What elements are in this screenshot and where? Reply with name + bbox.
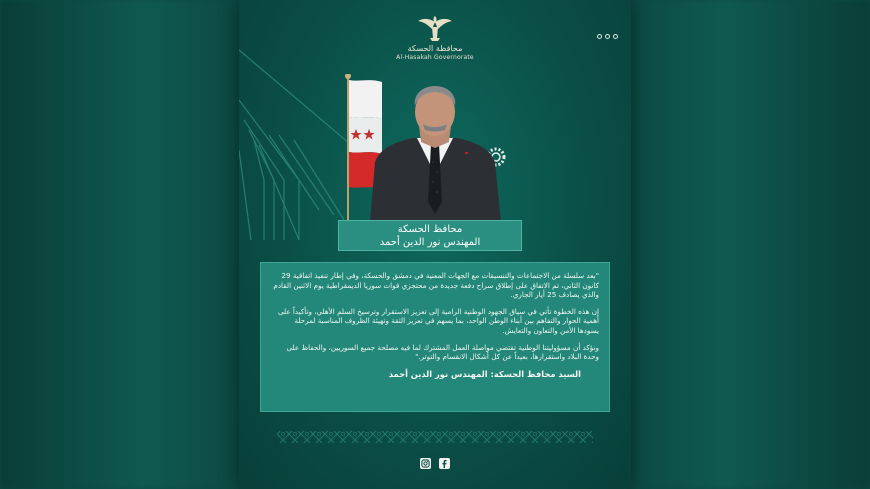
announcement-poster: [239, 0, 631, 489]
dot-icon: [605, 34, 610, 39]
dot-icon: [613, 34, 618, 39]
logo-english-text: Al-Hasakah Governorate: [396, 54, 474, 61]
statement-paragraph: "بعد سلسلة من الاجتماعات والتنسيقات مع الجهات المعنية في دمشق والحسكة، وفي إطار تنفيذ اتفاقية 29 كانون الثاني، تم الاتفاق على إطلاق سراح دفعة جديدة من محتجزي قوات سوريا الديمقراطية يوم الاثنين القادم والذي يصادف 25 أيار الجاري.: [273, 271, 599, 300]
statement-paragraph: ونؤكد أن مسؤوليتنا الوطنية تقتضي مواصلة العمل المشترك لما فيه مصلحة جميع السوريين، والحفاظ على وحدة البلاد واستقرارها، بعيداً عن كل أشكال الانقسام والتوتر.": [286, 342, 599, 362]
eagle-emblem-icon: [415, 12, 455, 42]
governor-name-box: [338, 220, 522, 251]
statement-signature: السيد محافظ الحسكة: المهندس نور الدين أحمد: [388, 368, 581, 379]
governor-title: محافظ الحسكة: [397, 224, 463, 235]
dots-decoration: [597, 34, 618, 39]
statement-box: [260, 262, 610, 412]
instagram-icon[interactable]: [420, 458, 431, 469]
statement-paragraph: إن هذه الخطوة تأتي في سياق الجهود الوطنية الرامية إلى تعزيز الاستقرار وترسيخ السلم الأهلي، وتأكيداً على أهمية الحوار والتفاهم بين أبناء الوطن الواحد، بما يسهم في تعزيز الثقة وتهيئة الظروف المناسبة لمرحلة يسودها الأمن والتعاون والتعايش.: [277, 306, 599, 335]
governor-portrait: [365, 82, 505, 222]
blurred-background-right: [630, 0, 870, 489]
facebook-icon[interactable]: [439, 458, 450, 469]
dot-icon: [597, 34, 602, 39]
logo-arabic-text: محافظة الحسكة: [407, 44, 463, 53]
islamic-pattern-divider: [277, 428, 593, 446]
governor-name: المهندس نور الدين أحمد: [379, 237, 481, 248]
blurred-background-left: [0, 0, 240, 489]
